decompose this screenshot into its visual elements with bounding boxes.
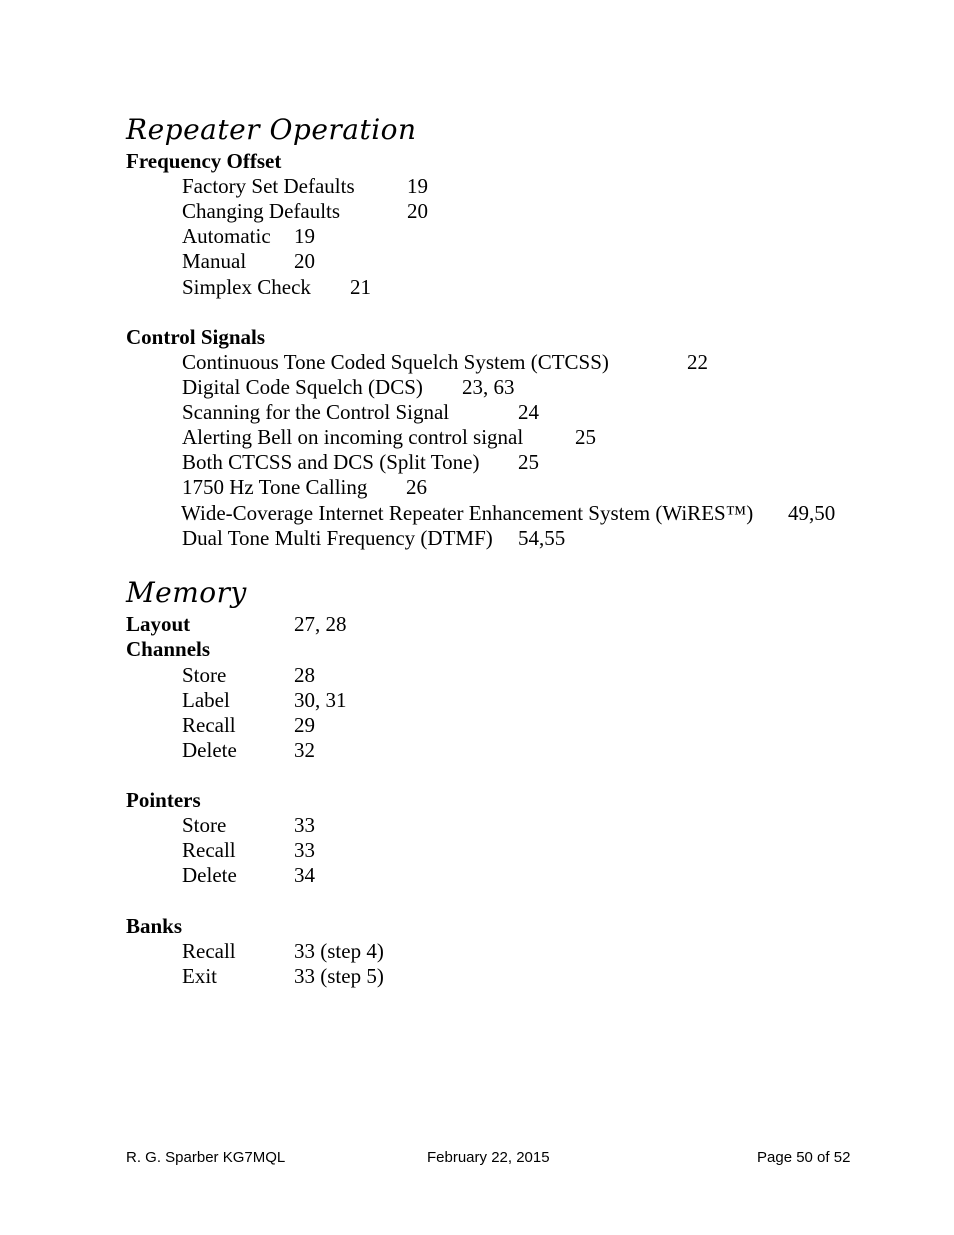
index-entry-pages: 28 <box>294 663 315 687</box>
index-entry-label: Dual Tone Multi Frequency (DTMF) <box>182 526 493 550</box>
heading-layout: Layout <box>126 612 191 636</box>
index-entry-label: Store <box>182 663 227 687</box>
index-entry-pages: 25 <box>518 450 539 474</box>
index-entry-label: Simplex Check <box>182 275 311 299</box>
heading-pointers: Pointers <box>126 788 201 812</box>
index-entry-pages: 30, 31 <box>294 688 347 712</box>
section-title-repeater-operation: Repeater Operation <box>126 113 417 146</box>
heading-channels: Channels <box>126 637 211 661</box>
index-entry-pages: 22 <box>687 350 708 374</box>
heading-banks: Banks <box>126 914 183 938</box>
index-entry-pages: 21 <box>350 275 371 299</box>
index-entry-pages: 33 <box>294 838 315 862</box>
index-entry-label: Recall <box>182 939 236 963</box>
footer-page-number: Page 50 of 52 <box>757 1149 851 1166</box>
index-entry-label: Wide-Coverage Internet Repeater Enhancement System (WiRES™) <box>181 501 754 525</box>
index-entry-pages: 33 (step 5) <box>294 964 384 988</box>
index-entry-pages: 29 <box>294 713 315 737</box>
index-entry-pages: 34 <box>294 863 315 887</box>
index-entry-pages: 20 <box>407 199 428 223</box>
index-entry-pages: 24 <box>518 400 539 424</box>
index-entry-label: Alerting Bell on incoming control signal <box>182 425 524 449</box>
index-entry-pages: 23, 63 <box>462 375 515 399</box>
index-entry-label: Recall <box>182 713 236 737</box>
index-entry-pages: 33 (step 4) <box>294 939 384 963</box>
index-entry-pages: 25 <box>575 425 596 449</box>
index-entry-label: Label <box>182 688 230 712</box>
section-title-memory: Memory <box>126 576 247 609</box>
index-entry-label: Continuous Tone Coded Squelch System (CTCSS) <box>182 350 609 374</box>
index-entry-label: 1750 Hz Tone Calling <box>182 475 368 499</box>
index-entry-pages: 49,50 <box>788 501 836 525</box>
index-entry-pages: 26 <box>406 475 427 499</box>
index-entry-pages: 32 <box>294 738 315 762</box>
index-entry-pages: 27, 28 <box>294 612 347 636</box>
index-entry-pages: 19 <box>407 174 428 198</box>
index-entry-label: Manual <box>182 249 247 273</box>
footer-date: February 22, 2015 <box>427 1149 550 1166</box>
index-entry-label: Both CTCSS and DCS (Split Tone) <box>182 450 480 474</box>
index-entry-label: Digital Code Squelch (DCS) <box>182 375 423 399</box>
index-entry-label: Scanning for the Control Signal <box>182 400 450 424</box>
heading-control-signals: Control Signals <box>126 325 266 349</box>
index-entry-label: Automatic <box>182 224 271 248</box>
index-entry-pages: 33 <box>294 813 315 837</box>
index-entry-pages: 54,55 <box>518 526 566 550</box>
footer-author: R. G. Sparber KG7MQL <box>126 1149 286 1166</box>
index-entry-label: Factory Set Defaults <box>182 174 355 198</box>
index-entry-label: Store <box>182 813 227 837</box>
index-entry-label: Exit <box>182 964 217 988</box>
index-entry-pages: 19 <box>294 224 315 248</box>
index-entry-label: Delete <box>182 738 237 762</box>
index-entry-label: Changing Defaults <box>182 199 341 223</box>
index-entry-label: Delete <box>182 863 237 887</box>
index-entry-pages: 20 <box>294 249 315 273</box>
index-entry-label: Recall <box>182 838 236 862</box>
heading-frequency-offset: Frequency Offset <box>126 149 282 173</box>
